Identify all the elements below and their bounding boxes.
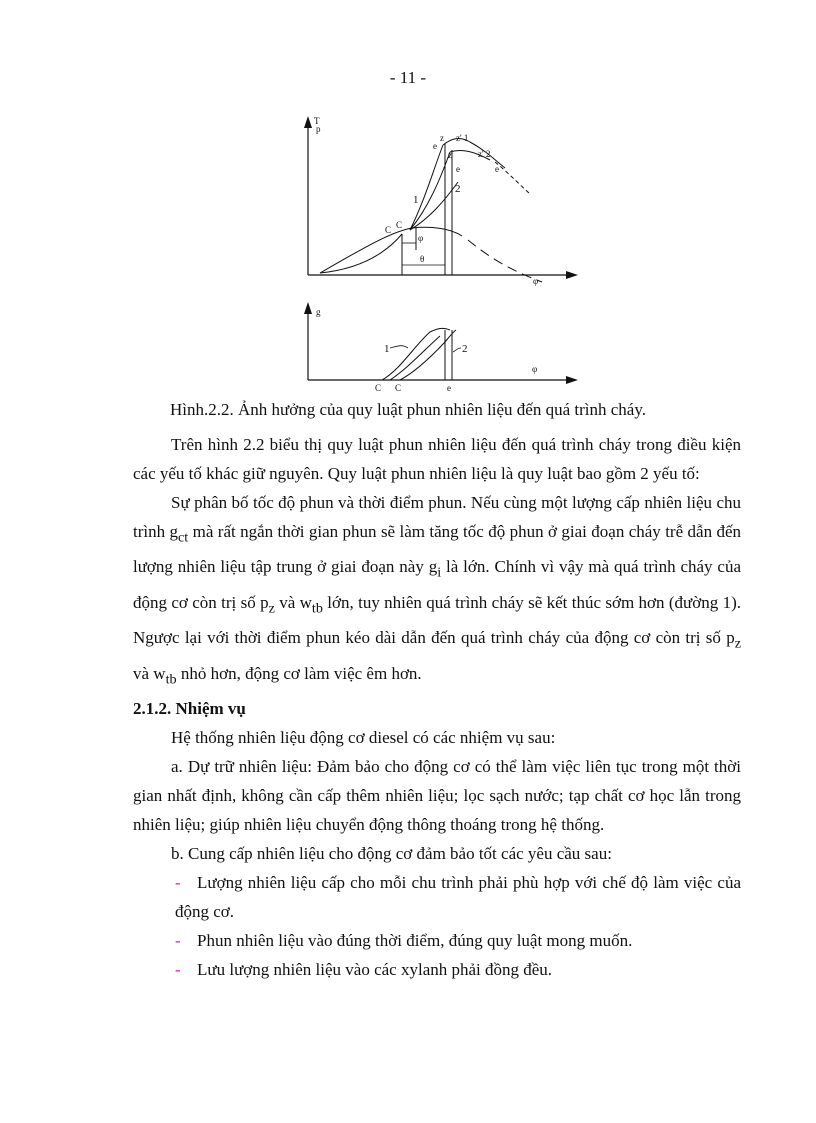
injection-curve-inner [390,336,440,380]
label-phi-i: φ [418,233,424,243]
top-y-arrow [304,116,312,128]
bullet-marker: - [175,959,181,979]
temperature-pressure-chart [304,116,578,286]
label-z1: z [440,133,444,143]
bullet-marker: - [175,872,181,892]
label-2-leader [453,348,461,352]
top-y-label: T [314,116,320,126]
paragraph-2: Sự phân bố tốc độ phun và thời điểm phun. Nếu cùng một lượng cấp nhiên liệu chu trình $g_{ct}$ mà rất ngắn thời gian phun sẽ làm tăng tốc độ phun ở giai đoạn cháy trễ dẫn đến lượng nhiên liệu tập trung ở giai đoạn này $g_i$ là lớn. Chính vì vậy mà quá trình cháy của động cơ còn trị số $p_z$ và $w_{tb}$ lớn, tuy nhiên quá trình cháy sẽ kết thúc sớm hơn (đường 1). Ngược lại với thời điểm phun kéo dài dẫn đến quá trình cháy của động cơ còn trị số $p_z$ và $w_{tb}$ nhỏ hơn, động cơ làm việc êm hơn. [133,493,742,687]
bottom-x-arrow [566,376,578,384]
bottom-label-2: 2 [462,343,468,355]
label-e-a: e [456,164,460,174]
bottom-y-arrow [304,302,312,314]
label-e1: e [433,141,437,151]
tick-e: e [447,383,451,393]
label-zp2: z' 2 [478,149,491,159]
bullet-marker: - [175,930,181,950]
bottom-y-label: g [316,307,321,317]
top-x-arrow [566,271,578,279]
tick-c2: C [395,383,402,393]
curve-2 [410,182,458,230]
bullet-2: - Phun nhiên liệu vào đúng thời điểm, đúng quy luật mong muốn. [133,926,741,955]
bottom-label-1: 1 [384,343,390,355]
fuel-injection-chart [304,302,578,393]
label-curve-2: 2 [455,183,461,195]
top-y-sub: p [316,124,321,134]
top-x-label: φ [533,276,539,286]
item-a: a. Dự trữ nhiên liệu: Đảm bảo cho động cơ có thể làm việc liên tục trong một thời gian nhất định, không cần cấp thêm nhiên liệu; lọc sạch nước; tạp chất cơ học lẫn trong nhiên liệu; giúp nhiên liệu chuyển động thông thoáng trong hệ thống. [133,756,741,834]
combustion-figure [290,110,590,395]
label-1-leader [390,346,408,348]
label-zp1: z' 1 [456,133,469,143]
section-intro: Hệ thống nhiên liệu động cơ diesel có các nhiệm vụ sau: [171,727,556,747]
page-number: - 11 - [389,68,427,87]
label-c2: C [396,220,403,230]
curve-mid [410,152,450,230]
tick-c1: C [375,383,382,393]
paragraph-1: Trên hình 2.2 biểu thị quy luật phun nhiên liệu đến quá trình cháy trong điều kiện các yếu tố khác giữ nguyên. Quy luật phun nhiên liệu là quy luật bao gồm 2 yếu tố: [133,435,741,483]
expansion-dashed [468,240,542,282]
label-c: C [385,225,392,235]
label-theta: θ [420,254,425,264]
item-b: b. Cung cấp nhiên liệu cho động cơ đảm bảo tốt các yêu cầu sau: [171,843,612,863]
bullet-1: - Lượng nhiên liệu cấp cho mỗi chu trình phải phù hợp với chế độ làm việc của động cơ. [133,868,741,926]
lower-curve [320,234,402,273]
body-content [133,430,741,984]
label-curve-1: 1 [413,194,419,206]
figure-caption: Hình.2.2. Ảnh hưởng của quy luật phun nhiên liệu đến quá trình cháy. [169,400,646,419]
bottom-x-label: φ [532,364,538,374]
label-e-b: e [495,164,499,174]
tail-dashed [495,162,530,194]
section-heading: 2.1.2. Nhiệm vụ [133,698,246,718]
bullet-3: - Lưu lượng nhiên liệu vào các xylanh phải đồng đều. [133,955,741,984]
label-z: z [448,150,452,160]
